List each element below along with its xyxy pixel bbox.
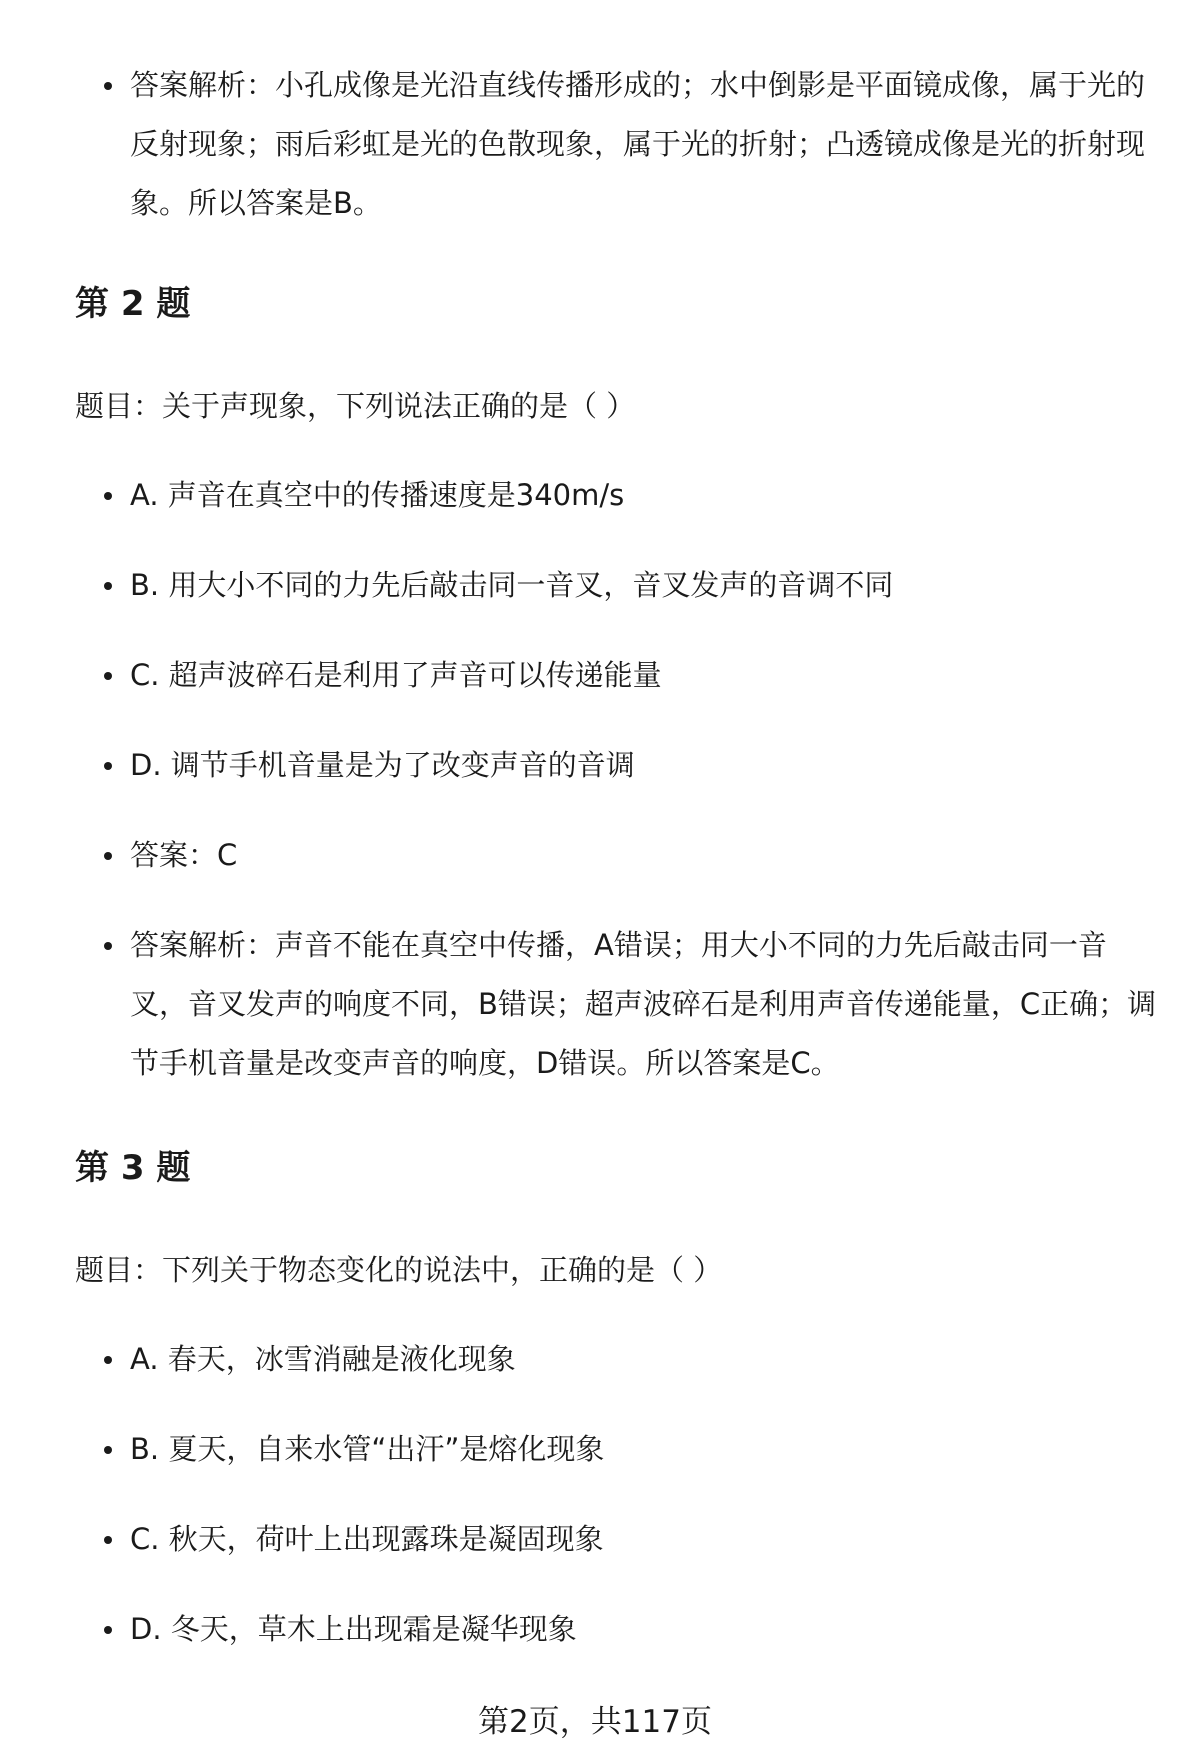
q3-option-a: A. 春天，冰雪消融是液化现象 [130,1330,1160,1389]
q1-explanation: 答案解析：小孔成像是光沿直线传播形成的；水中倒影是平面镜成像，属于光的反射现象；雨后彩虹是光的色散现象，属于光的折射；凸透镜成像是光的折射现象。所以答案是B。 [130,56,1160,233]
q2-option-d: D. 调节手机音量是为了改变声音的音调 [130,736,1160,795]
q2-heading: 第 2 题 [75,284,191,324]
q2-option-b: B. 用大小不同的力先后敲击同一音叉，音叉发声的音调不同 [130,556,1160,615]
q2-answer: 答案：C [130,826,1160,885]
page-indicator: 第2页，共117页 [478,1704,712,1740]
q2-option-c: C. 超声波碎石是利用了声音可以传递能量 [130,646,1160,705]
q3-option-c: C. 秋天，荷叶上出现露珠是凝固现象 [130,1510,1160,1569]
q2-stem: 题目：关于声现象，下列说法正确的是（ ） [75,389,636,423]
q3-heading: 第 3 题 [75,1148,191,1188]
q3-option-d: D. 冬天，草木上出现霜是凝华现象 [130,1600,1160,1659]
q3-stem: 题目：下列关于物态变化的说法中，正确的是（ ） [75,1253,723,1287]
q2-explanation: 答案解析：声音不能在真空中传播，A错误；用大小不同的力先后敲击同一音叉，音叉发声的响度不同，B错误；超声波碎石是利用声音传递能量，C正确；调节手机音量是改变声音的响度，D错误。所以答案是C。 [130,916,1160,1093]
q3-option-b: B. 夏天，自来水管“出汗”是熔化现象 [130,1420,1160,1479]
q2-option-a: A. 声音在真空中的传播速度是340m/s [130,466,1160,525]
